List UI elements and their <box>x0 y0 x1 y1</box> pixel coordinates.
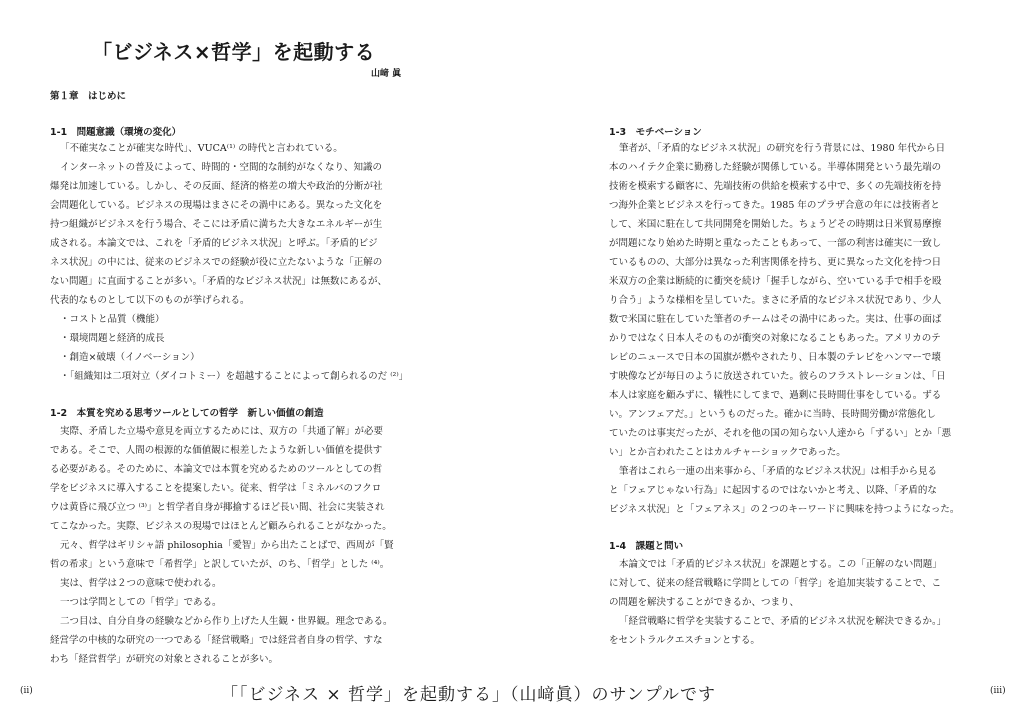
paragraph-line: 本人は家庭を顧みずに、犠牲にしてまで、過剰に長時間仕事をしている。ずる <box>609 390 942 401</box>
paragraph-line: 持つ組織がビジネスを行う場合、そこには矛盾に満ちた大きなエネルギーが生 <box>50 219 383 230</box>
paragraph-line: 筆者が、「矛盾的なビジネス状況」の研究を行う背景には、1980 年代から日 <box>619 143 946 154</box>
paragraph-line: ビジネス状況」と「フェアネス」の２つのキーワードに興味を持つようになった。 <box>609 504 960 515</box>
paragraph-line: 学をビジネスに導入することを提案したい。従来、哲学は「ミネルバのフクロ <box>50 483 382 494</box>
paragraph-line: 本論文では「矛盾的ビジネス状況」を課題とする。この「正解のない問題」 <box>619 559 942 570</box>
paragraph-line: 成される。本論文では、これを「矛盾的ビジネス状況」と呼ぶ。「矛盾的ビジ <box>50 238 378 249</box>
paragraph-line: と「フェアじゃない行為」に起因するのではないかと考え、以降、「矛盾的な <box>609 485 937 496</box>
paragraph-line: の問題を解決することができるか、つまり、 <box>609 597 800 608</box>
paragraph-line: である。そこで、人間の根源的な価値観に根差したような新しい価値を提供す <box>50 445 383 456</box>
paragraph-line: い」とか言われたことはカルチャーショックであった。 <box>609 447 846 458</box>
author-name: 山﨑 眞 <box>371 69 402 79</box>
list-item: ・創造×破壊（イノベーション） <box>60 352 200 363</box>
paragraph-line: 技術を模索する顧客に、先端技術の供給を模索する中で、多くの先端技術を持 <box>609 181 942 192</box>
paragraph-line: インターネットの普及によって、時間的・空間的な制約がなくなり、知識の <box>60 162 382 173</box>
list-item: ・環境問題と経済的成長 <box>60 333 165 344</box>
paragraph-line: 一つは学問としての「哲学」である。 <box>60 597 222 608</box>
paragraph-line: 会問題化している。ビジネスの現場はまさにその渦中にある。異なった文化を <box>50 200 383 211</box>
paragraph-line: 「経営戦略に哲学を実装することで、矛盾的ビジネス状況を解決できるか。」 <box>619 616 947 627</box>
paragraph-line: 経営学の中核的な研究の一つである「経営戦略」では経営者自身の哲学、すな <box>50 635 383 646</box>
paragraph-line: ているものの、大部分は異なった利害関係を持ち、更に異なった文化を持つ日 <box>609 257 942 268</box>
chapter-heading: 第１章 はじめに <box>50 91 127 102</box>
page-number-right: (iii) <box>990 686 1006 696</box>
paragraph-line: が問題になり始めた時期と重なったこともあって、一部の利害は確実に一致し <box>609 238 942 249</box>
paragraph-line: 本のハイテク企業に勤務した経験が関係している。半導体開発という最先端の <box>609 162 942 173</box>
paragraph-line: す映像などが毎日のように放送されていた。彼らのフラストレーションは、「日 <box>609 371 946 382</box>
paragraph-line: る必要がある。そのために、本論文では本質を究めるためのツールとしての哲 <box>50 464 383 475</box>
paragraph-line: 代表的なものとして以下のものが挙げられる。 <box>50 295 250 306</box>
paragraph-line: 二つ目は、自分自身の経験などから作り上げた人生観・世界観。理念である。 <box>60 616 393 627</box>
paragraph-line: レビのニュースで日本の国旗が燃やされたり、日本製のテレビをハンマーで壊 <box>609 352 941 363</box>
section-heading: 1-1 問題意識（環境の変化） <box>50 127 182 138</box>
sample-caption: 「「ビジネス × 哲学」を起動する」（山﨑眞）のサンプルです <box>221 685 717 705</box>
paragraph-line: 哲の希求」という意味で「希哲学」と訳していたが、のち、「哲学」とした ⁽⁴⁾。 <box>50 559 390 570</box>
list-item: ・「組織知は二項対立（ダイコトミー）を超越することによって創られるのだ ⁽²⁾」 <box>60 371 409 382</box>
paragraph-line: てこなかった。実際、ビジネスの現場ではほとんど顧みられることがなかった。 <box>50 521 392 532</box>
paragraph-line: ウは黄昏に飛び立つ ⁽³⁾」と哲学者自身が揶揄するほど長い間、社会に実装され <box>50 502 385 513</box>
section-heading: 1-2 本質を究める思考ツールとしての哲学 新しい価値の創造 <box>50 408 324 419</box>
page-number-left: (ii) <box>20 686 33 696</box>
paragraph-line: ネス状況」の中には、従来のビジネスでの経験が役に立たないような「正解の <box>50 257 383 268</box>
paragraph-line: い。アンフェアだ。」というものだった。確かに当時、長時間労働が常態化し <box>609 409 936 420</box>
paragraph-line: 実は、哲学は２つの意味で使われる。 <box>60 578 222 589</box>
list-item: ・コストと品質（機能） <box>60 314 165 325</box>
paragraph-line: ない問題」に直面することが多い。「矛盾的なビジネス状況」は無数にあるが、 <box>50 276 387 287</box>
paragraph-line: 爆発は加速している。しかし、その反面、経済的格差の増大や政治的分断が社 <box>50 181 383 192</box>
paragraph-line: して、米国に駐在して共同開発を開始した。ちょうどその時期は日米貿易摩擦 <box>609 219 942 230</box>
paragraph-line: 数で米国に駐在していた筆者のチームはその渦中にあった。実は、仕事の面ば <box>609 314 942 325</box>
paragraph-line: をセントラルクエスチョンとする。 <box>609 635 760 646</box>
paragraph-line: に対して、従来の経営戦略に学問としての「哲学」を追加実装することで、こ <box>609 578 942 589</box>
section-heading: 1-3 モチベーション <box>609 127 702 138</box>
paragraph-line: かりではなく日本人そのものが衝突の対象になることもあった。アメリカのテ <box>609 333 941 344</box>
paragraph-line: 実際、矛盾した立場や意見を両立するためには、双方の「共通了解」が必要 <box>60 426 384 437</box>
section-heading: 1-4 課題と問い <box>609 541 684 552</box>
paragraph-line: 「不確実なことが確実な時代」、VUCA⁽¹⁾ の時代と言われている。 <box>60 143 343 154</box>
paragraph-line: ていたのは事実だったが、それを他の国の知らない人達から「ずるい」とか「悪 <box>609 428 952 439</box>
paragraph-line: 筆者はこれら一連の出来事から、「矛盾的なビジネス状況」は相手から見る <box>619 466 937 477</box>
paragraph-line: り合う」ような様相を呈していた。まさに矛盾的なビジネス状況であり、少人 <box>609 295 942 306</box>
paragraph-line: 米双方の企業は断続的に衝突を続け「握手しながら、空いている手で相手を殴 <box>609 276 942 287</box>
document-title: 「ビジネス×哲学」を起動する <box>92 40 376 64</box>
paragraph-line: 元々、哲学はギリシャ語 philosophia「愛智」から出たことばで、西周が「賢 <box>60 540 394 551</box>
paragraph-line: わち「経営哲学」が研究の対象とされることが多い。 <box>50 654 279 665</box>
paragraph-line: つ海外企業とビジネスを行ってきた。1985 年のプラザ合意の年には技術者と <box>609 200 940 211</box>
